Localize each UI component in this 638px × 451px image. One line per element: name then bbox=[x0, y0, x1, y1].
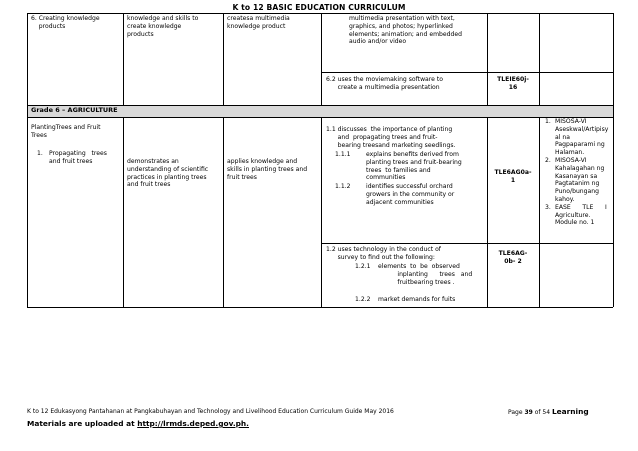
row2-content-item: Propagating trees and fruit trees bbox=[49, 150, 107, 165]
resource-text-3: EASE TLE I Agriculture. Module no. 1 bbox=[555, 203, 607, 227]
row2-code-2: TLE6AG- 0b- 2 bbox=[498, 250, 528, 265]
footer-materials bbox=[27, 419, 249, 428]
resource-text-1: MISOSA-VI Aseskwal/Artipisy al na Pagpaparami ng Halaman. bbox=[555, 118, 609, 157]
row2-competency-1-2: 1.2 uses technology in the conduct of survey to find out the following: bbox=[326, 246, 441, 261]
row2-competency-1-2-1: elements to be observed inplanting trees and fruitbearing trees . bbox=[378, 263, 473, 286]
resource-item-3 bbox=[545, 203, 615, 227]
row2-competency-1-1-1-num: 1.1.1 bbox=[335, 151, 351, 158]
col-divider-1b bbox=[123, 117, 124, 307]
materials-label: Materials are uploaded at bbox=[27, 419, 138, 428]
row1-competency-6-2: 6.2 uses the moviemaking software to create a multimedia presentation bbox=[326, 76, 443, 91]
row2-competency-1-2-2-num: 1.2.2 bbox=[355, 296, 371, 303]
row2-competency-1-1-1: explains benefits derived from planting trees and fruit-bearing trees to families and communities bbox=[366, 151, 462, 182]
band-bottom-line bbox=[27, 117, 613, 118]
row2-content-title: PlantingTrees and Fruit Trees bbox=[31, 124, 101, 139]
footer-guide-note: K to 12 Edukasyong Pantahanan at Pangkabuhayan and Technology and Livelihood Education Curriculum Guide May 2016 bbox=[27, 408, 394, 415]
row2-competency-1-2-1-num: 1.2.1 bbox=[355, 263, 371, 270]
resource-item-1 bbox=[545, 118, 615, 157]
table-border-bottom bbox=[27, 307, 613, 308]
table-border-left bbox=[27, 13, 28, 307]
resource-text-2: MISOSA-VI Kahalagahan ng Kasanayan sa Pagtatanim ng Puno/bungang kahoy. bbox=[555, 156, 605, 203]
row1-content-standard: knowledge and skills to create knowledge products bbox=[127, 15, 199, 38]
col-divider-3b bbox=[321, 117, 322, 307]
col-divider-1a bbox=[123, 13, 124, 105]
lrmds-link[interactable]: http://lrmds.deped.gov.ph. bbox=[137, 419, 249, 428]
row2-competency-1-1-2: identifies successful orchard growers in the community or adjacent communities bbox=[366, 183, 455, 206]
page-title: K to 12 BASIC EDUCATION CURRICULUM bbox=[232, 3, 406, 12]
grade-section-label: Grade 6 – AGRICULTURE bbox=[31, 106, 118, 114]
resource-num-3: 3. bbox=[545, 203, 551, 211]
resource-num-2: 2. bbox=[545, 156, 551, 164]
col-divider-2a bbox=[223, 13, 224, 105]
row2-competency-1-1: 1.1 discusses the importance of planting and propagating trees and fruit- bearing treesand marketing seedlings. bbox=[326, 126, 456, 149]
page-prefix: Page bbox=[508, 409, 525, 416]
row1-sub-divider bbox=[321, 72, 613, 73]
row2-content-standard: demonstrates an understanding of scientific practices in planting trees and fruit trees bbox=[127, 158, 209, 189]
row1-performance-standard: createsa multimedia knowledge product bbox=[227, 15, 290, 30]
row2-code-1: TLE6AG0a- 1 bbox=[494, 169, 532, 184]
col-divider-2b bbox=[223, 117, 224, 307]
page-of: of 54 bbox=[532, 409, 552, 416]
col-divider-5b bbox=[539, 117, 540, 307]
table-border-top bbox=[27, 13, 613, 14]
row2-performance-standard: applies knowledge and skills in planting trees and fruit trees bbox=[227, 158, 308, 181]
row2-content-item-num: 1. bbox=[37, 150, 43, 157]
col-divider-4b bbox=[487, 117, 488, 307]
col-divider-5a bbox=[539, 13, 540, 105]
footer-page-info bbox=[508, 407, 589, 416]
row1-code: TLEIE60j- 16 bbox=[497, 76, 529, 91]
row1-content: 6. Creating knowledge products bbox=[31, 15, 100, 30]
row1-competency: multimedia presentation with text, graphics, and photos; hyperlinked elements; animation; and embedded audio and/or video bbox=[349, 15, 462, 46]
row2-sub-divider bbox=[321, 243, 613, 244]
page-number: 39 bbox=[524, 409, 533, 416]
learning-label: Learning bbox=[551, 407, 589, 416]
band-top-line bbox=[27, 105, 613, 106]
row2-resources bbox=[545, 118, 615, 227]
row2-competency-1-2-2: market demands for fuits bbox=[378, 296, 456, 303]
row2-competency-1-1-2-num: 1.1.2 bbox=[335, 183, 351, 190]
resource-item-2 bbox=[545, 156, 615, 204]
resource-num-1: 1. bbox=[545, 118, 551, 125]
col-divider-3a bbox=[321, 13, 322, 105]
